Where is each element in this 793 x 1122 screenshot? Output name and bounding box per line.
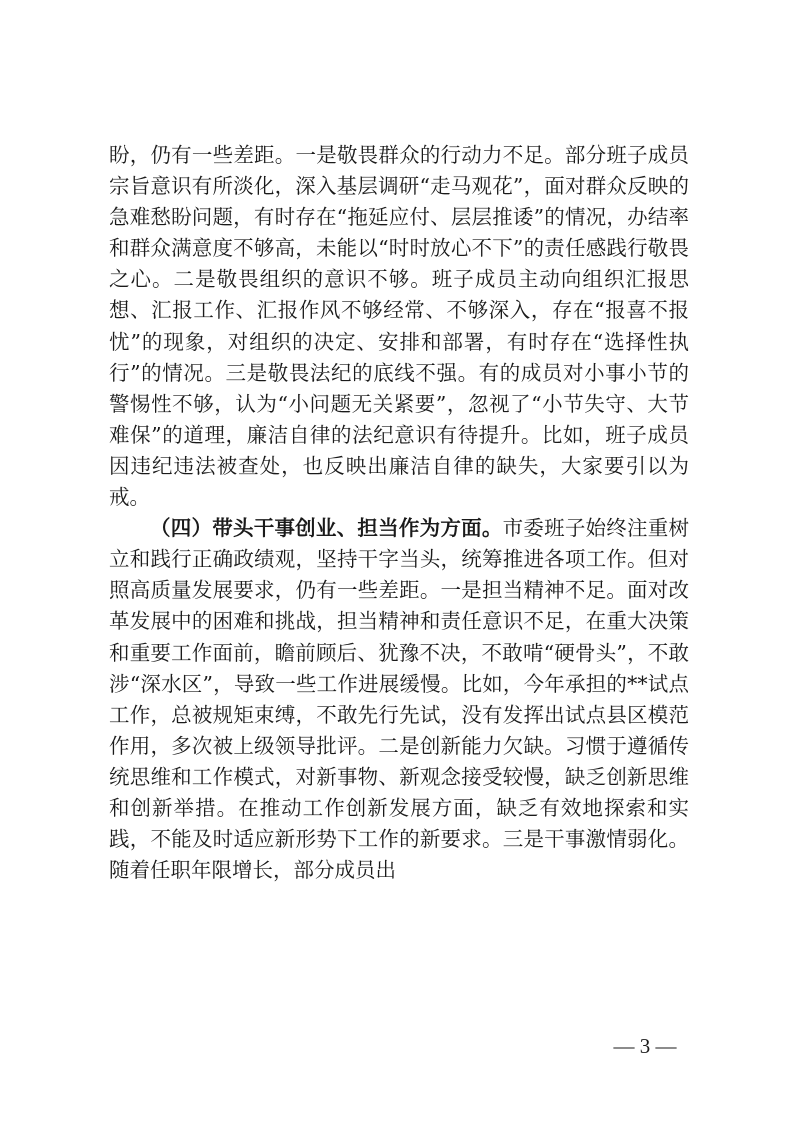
body-text — [109, 140, 689, 886]
paragraph-section-four — [109, 513, 689, 886]
paragraph-continuation — [109, 140, 689, 513]
paragraph-text: 市委班子始终注重树立和践行正确政绩观，坚持干字当头，统筹推进各项工作。但对照高质量发展要求，仍有一些差距。一是担当精神不足。面对改革发展中的困难和挑战，担当精神和责任意识不足，在重大决策和重要工作面前，瞻前顾后、犹豫不决，不敢啃“硬骨头”，不敢涉“深水区”，导致一些工作进展缓慢。比如，今年承担的**试点工作，总被规矩束缚，不敢先行先试，没有发挥出试点县区模范作用，多次被上级领导批评。二是创新能力欠缺。习惯于遵循传统思维和工作模式，对新事物、新观念接受较慢，缺乏创新思维和创新举措。在推动工作创新发展方面，缺乏有效地探索和实践，不能及时适应新形势下工作的新要求。三是干事激情弱化。随着任职年限增长，部分成员出 — [109, 516, 690, 883]
paragraph-text: 盼，仍有一些差距。一是敬畏群众的行动力不足。部分班子成员宗旨意识有所淡化，深入基层调研“走马观花”，面对群众反映的急难愁盼问题，有时存在“拖延应付、层层推诿”的情况，办结率和群众满意度不够高，未能以“时时放心不下”的责任感践行敬畏之心。二是敬畏组织的意识不够。班子成员主动向组织汇报思想、汇报工作、汇报作风不够经常、不够深入，存在“报喜不报忧”的现象，对组织的决定、安排和部署，有时存在“选择性执行”的情况。三是敬畏法纪的底线不强。有的成员对小事小节的警惕性不够，认为“小问题无关紧要”，忽视了“小节失守、大节难保”的道理，廉洁自律的法纪意识有待提升。比如，班子成员因违纪违法被查处，也反映出廉洁自律的缺失，大家要引以为戒。 — [109, 143, 689, 510]
section-heading: （四）带头干事创业、担当作为方面。 — [150, 516, 503, 541]
page-number: — 3 — — [613, 1034, 677, 1058]
